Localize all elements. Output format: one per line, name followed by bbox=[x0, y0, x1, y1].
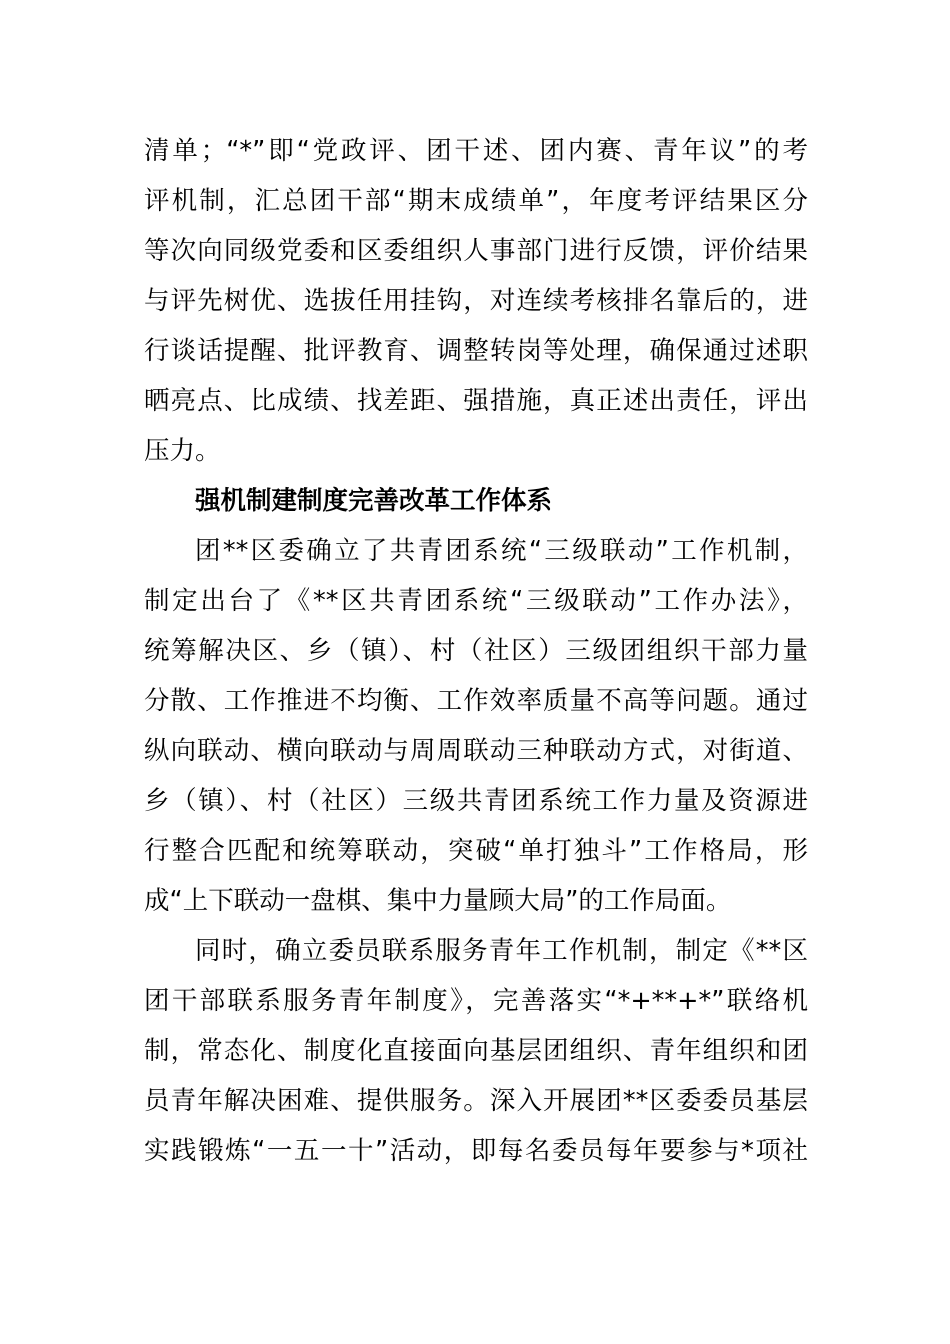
paragraph-2-line: 成“上下联动一盘棋、集中力量顾大局”的工作局面。 bbox=[144, 886, 732, 916]
paragraph-1-line: 与评先树优、选拔任用挂钩，对连续考核排名靠后的，进 bbox=[144, 286, 808, 316]
paragraph-2-line: 纵向联动、横向联动与周周联动三种联动方式，对街道、 bbox=[144, 736, 808, 766]
paragraph-2-line: 团**区委确立了共青团系统“三级联动”工作机制， bbox=[195, 536, 808, 566]
section-heading: 强机制建制度完善改革工作体系 bbox=[195, 486, 553, 516]
paragraph-2-line: 统筹解决区、乡（镇）、村（社区）三级团组织干部力量 bbox=[144, 636, 808, 666]
paragraph-1-line: 评机制，汇总团干部“期末成绩单”，年度考评结果区分 bbox=[144, 186, 808, 216]
paragraph-3-line: 同时，确立委员联系服务青年工作机制，制定《**区 bbox=[195, 936, 808, 966]
paragraph-3-line: 制，常态化、制度化直接面向基层团组织、青年组织和团 bbox=[144, 1036, 808, 1066]
paragraph-1 bbox=[144, 126, 808, 476]
paragraph-1-line: 压力。 bbox=[144, 436, 221, 466]
paragraph-1-line: 晒亮点、比成绩、找差距、强措施，真正述出责任，评出 bbox=[144, 386, 808, 416]
document-body bbox=[144, 126, 808, 1176]
paragraph-3 bbox=[144, 926, 808, 1176]
paragraph-3-line: 实践锻炼“一五一十”活动，即每名委员每年要参与*项社 bbox=[144, 1136, 808, 1166]
paragraph-2-line: 制定出台了《**区共青团系统“三级联动”工作办法》， bbox=[144, 586, 808, 616]
paragraph-1-line: 行谈话提醒、批评教育、调整转岗等处理，确保通过述职 bbox=[144, 336, 808, 366]
paragraph-3-line: 员青年解决困难、提供服务。深入开展团**区委委员基层 bbox=[144, 1086, 808, 1116]
paragraph-1-line: 清单；“*”即“党政评、团干述、团内赛、青年议”的考 bbox=[144, 136, 808, 166]
paragraph-3-line: 团干部联系服务青年制度》，完善落实“*+**+*”联络机 bbox=[144, 986, 808, 1016]
paragraph-2-line: 行整合匹配和统筹联动，突破“单打独斗”工作格局，形 bbox=[144, 836, 808, 866]
paragraph-1-line: 等次向同级党委和区委组织人事部门进行反馈，评价结果 bbox=[144, 236, 808, 266]
paragraph-2-line: 分散、工作推进不均衡、工作效率质量不高等问题。通过 bbox=[144, 686, 808, 716]
paragraph-2-line: 乡（镇）、村（社区）三级共青团系统工作力量及资源进 bbox=[144, 786, 808, 816]
paragraph-2 bbox=[144, 526, 808, 926]
